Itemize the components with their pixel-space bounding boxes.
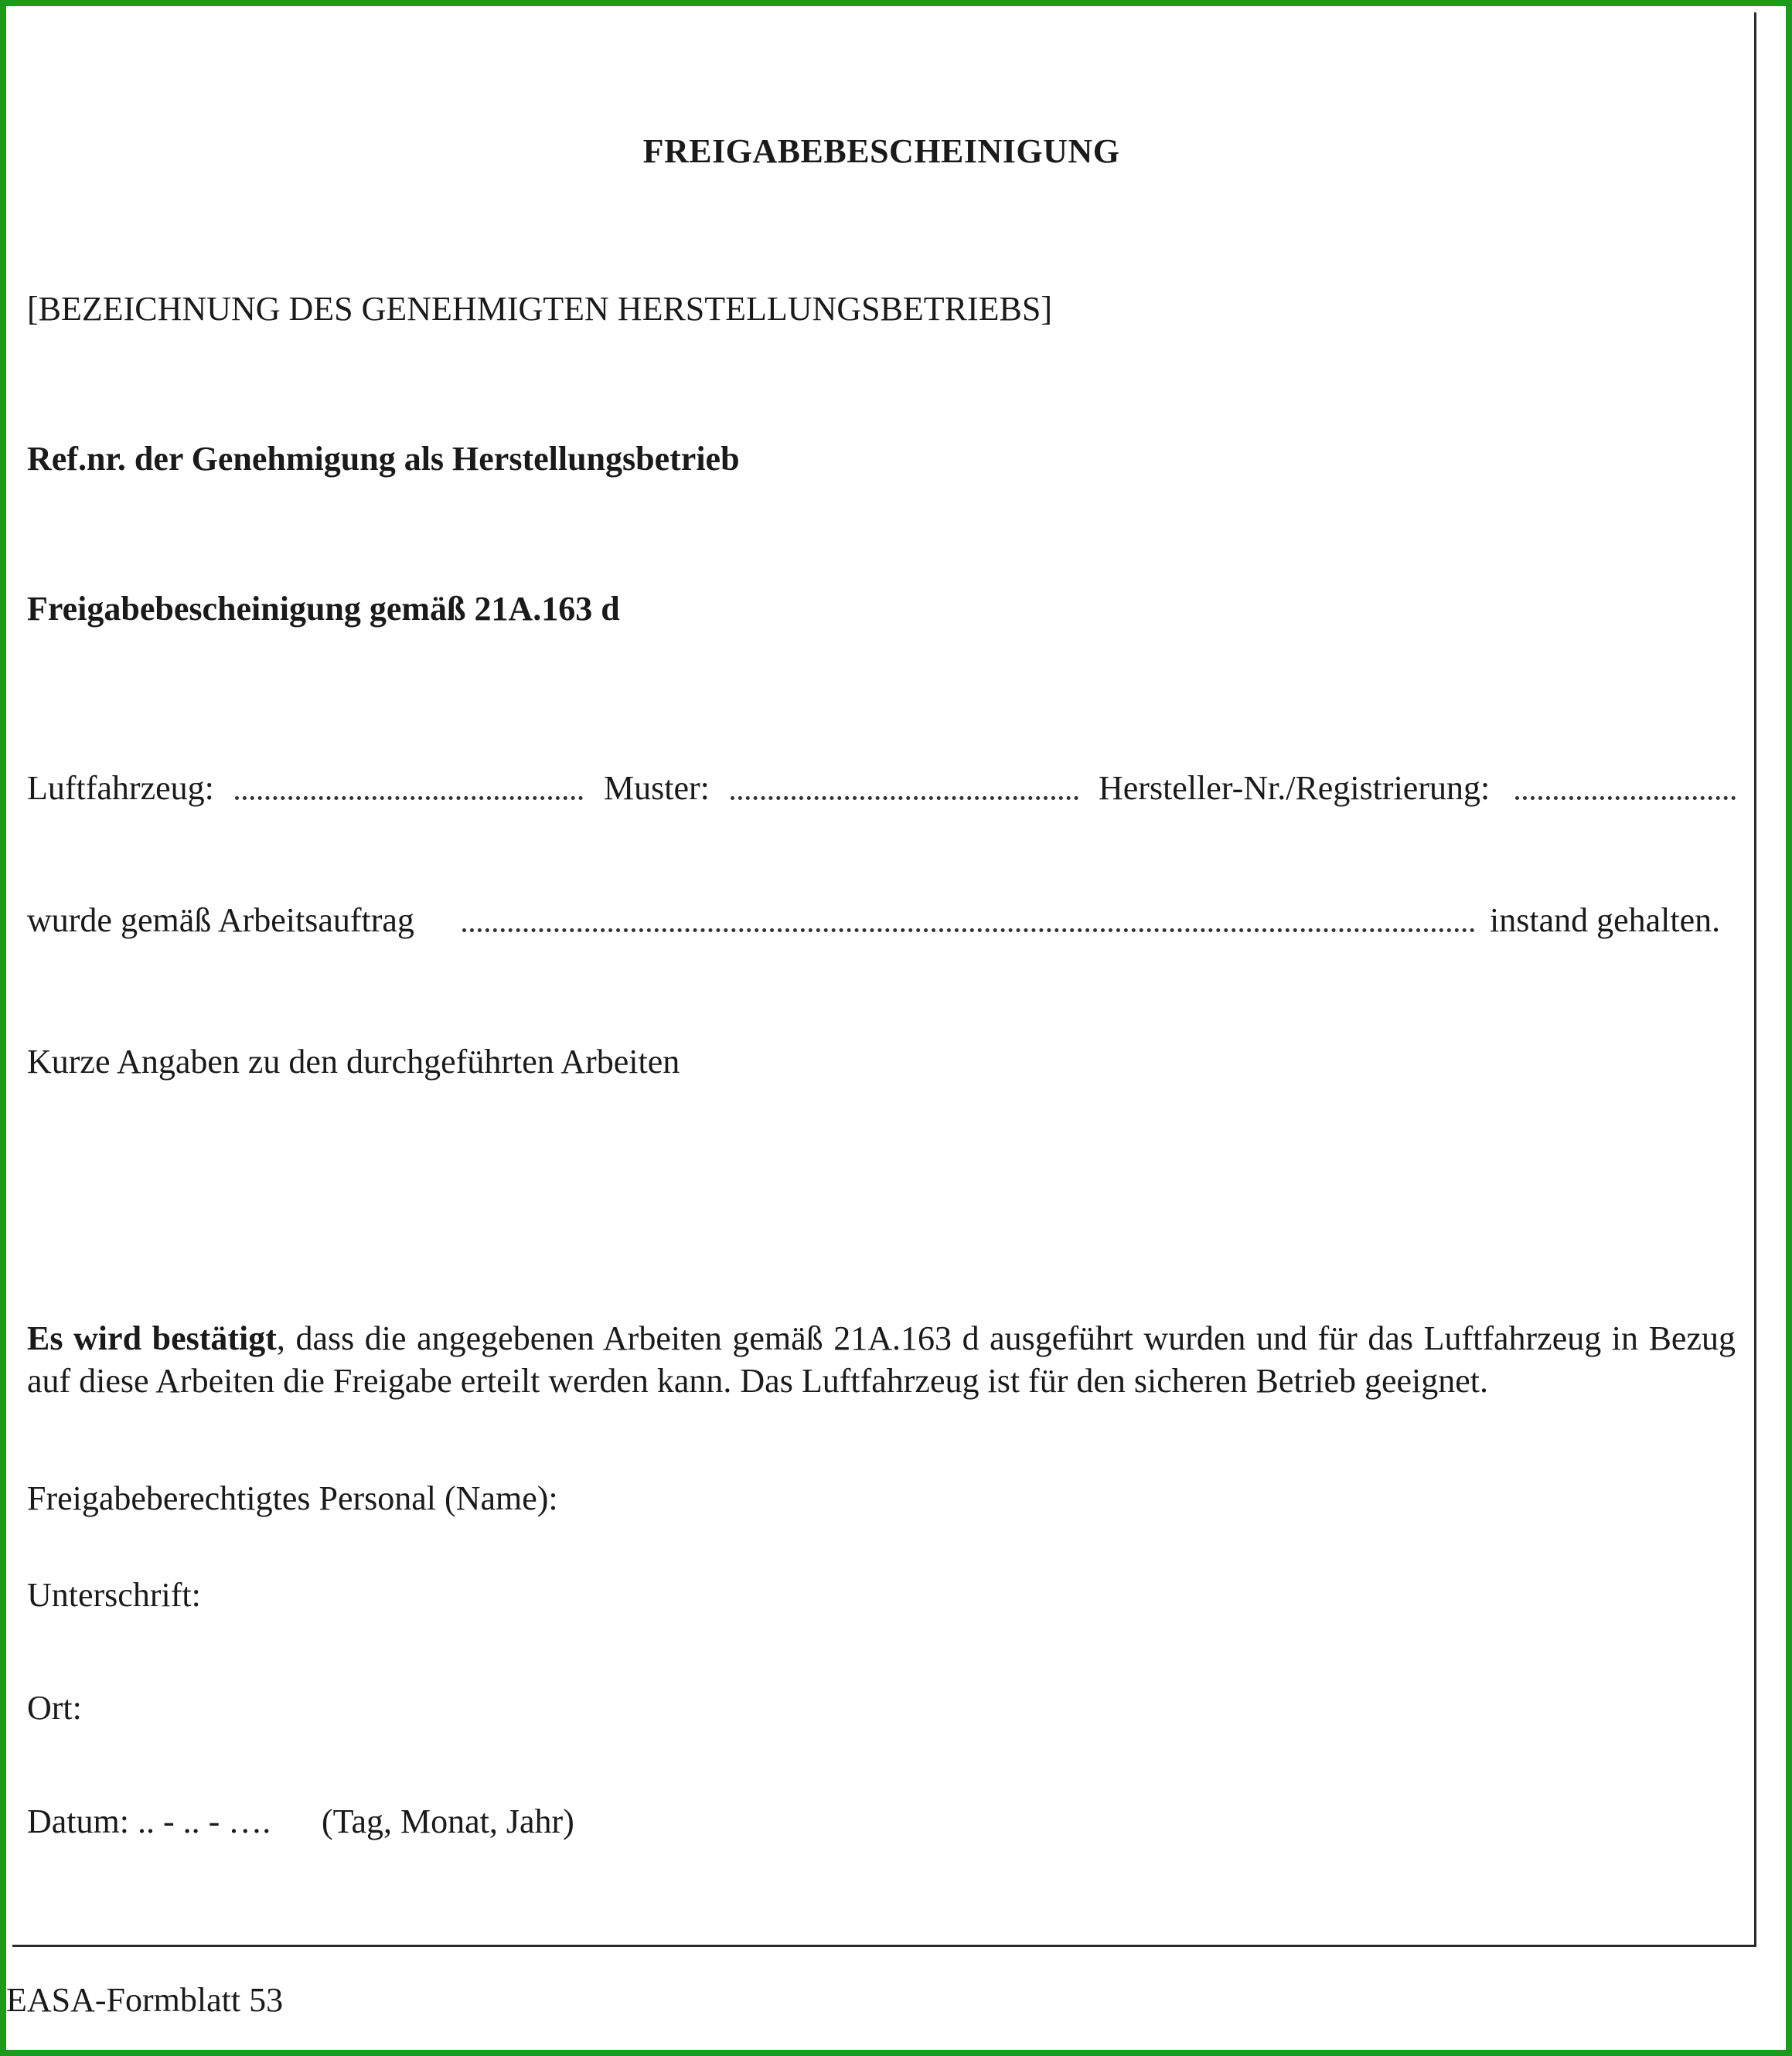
type-label: Muster: — [604, 769, 710, 807]
certificate-basis-heading: Freigabebescheinigung gemäß 21A.163 d — [27, 590, 620, 628]
document-title: FREIGABEBESCHEINIGUNG — [642, 132, 1120, 170]
serial-registration-field[interactable] — [1515, 796, 1736, 800]
type-field[interactable] — [731, 796, 1078, 800]
place-label: Ort: — [27, 1689, 82, 1727]
confirmation-bold: Es wird bestätigt — [27, 1319, 277, 1357]
work-order-prefix: wurde gemäß Arbeitsauftrag — [27, 901, 414, 939]
personnel-label: Freigabeberechtigtes Personal (Name): — [27, 1479, 558, 1517]
date-label: Datum: .. - .. - …. — [27, 1802, 271, 1840]
approval-reference-heading: Ref.nr. der Genehmigung als Herstellungsbetrieb — [27, 440, 740, 478]
confirmation-statement — [27, 1317, 1736, 1402]
date-format-hint: (Tag, Monat, Jahr) — [322, 1802, 574, 1840]
aircraft-label: Luftfahrzeug: — [27, 769, 214, 807]
work-order-suffix: instand gehalten. — [1490, 901, 1721, 939]
work-order-field[interactable] — [462, 928, 1475, 932]
signature-label: Unterschrift: — [27, 1576, 201, 1614]
aircraft-field[interactable] — [235, 796, 583, 800]
work-summary-label: Kurze Angaben zu den durchgeführten Arbeiten — [27, 1043, 680, 1081]
form-footer: EASA-Formblatt 53 — [6, 1981, 284, 2019]
serial-registration-label: Hersteller-Nr./Registrierung: — [1099, 769, 1490, 807]
organisation-placeholder: [BEZEICHNUNG DES GENEHMIGTEN HERSTELLUNGSBETRIEBS] — [27, 290, 1053, 328]
confirmation-text: , dass die angegebenen Arbeiten gemäß 21A.163 d ausgeführt wurden und für das Luftfahrzeug in Bezug auf diese Arbeiten die Freigabe erteilt werden kann. Das Luftfahrzeug ist für den sicheren Betrieb geeignet. — [27, 1319, 1736, 1400]
